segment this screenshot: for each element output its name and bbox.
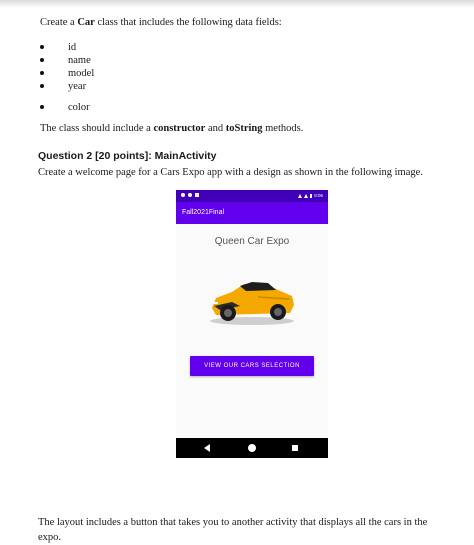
navigation-bar — [176, 438, 328, 458]
intro-prefix: Create a — [40, 17, 78, 28]
methods-requirement — [40, 122, 303, 135]
app-title: Fall2021Final — [182, 209, 225, 216]
bullet-icon — [40, 71, 44, 75]
app-screen — [176, 224, 328, 438]
field-label: model — [68, 68, 95, 79]
field-label: year — [68, 81, 87, 92]
footer-line-2: expo. — [38, 532, 62, 543]
notification-icon — [181, 193, 185, 197]
home-icon[interactable] — [248, 444, 256, 452]
phone-mockup — [176, 190, 328, 458]
bullet-icon — [40, 105, 44, 109]
sd-card-icon — [195, 193, 199, 197]
notification-icon — [188, 193, 192, 197]
field-label: name — [68, 55, 91, 66]
recents-icon[interactable] — [292, 445, 298, 451]
bullet-icon — [40, 58, 44, 62]
methods-prefix: The class should include a — [40, 123, 154, 134]
question-heading: Question 2 [20 points]: MainActivity — [38, 150, 217, 162]
view-cars-button[interactable]: VIEW OUR CARS SELECTION — [190, 356, 314, 376]
wifi-icon — [298, 194, 302, 198]
status-time: 8:06 — [314, 193, 323, 198]
methods-middle: and — [205, 123, 226, 134]
app-bar — [176, 202, 328, 224]
methods-suffix: methods. — [262, 123, 304, 134]
car-icon — [206, 272, 298, 328]
field-label: id — [68, 42, 77, 53]
bullet-icon — [40, 45, 44, 49]
back-icon[interactable] — [204, 444, 210, 452]
tostring-keyword: toString — [225, 123, 263, 134]
constructor-keyword: constructor — [153, 123, 206, 134]
car-class-intro — [40, 16, 282, 29]
signal-icon — [304, 194, 308, 198]
footer-line-1: The layout includes a button that takes you to another activity that displays all the cars in the — [38, 517, 428, 528]
screen-title: Queen Car Expo — [214, 236, 290, 247]
status-bar — [176, 190, 328, 202]
battery-icon — [310, 194, 312, 198]
intro-suffix: class that includes the following data fields: — [94, 17, 282, 28]
field-label: color — [68, 102, 90, 113]
intro-class-name: Car — [77, 17, 95, 28]
bullet-icon — [40, 84, 44, 88]
question-description: Create a welcome page for a Cars Expo app with a design as shown in the following image. — [38, 167, 423, 178]
